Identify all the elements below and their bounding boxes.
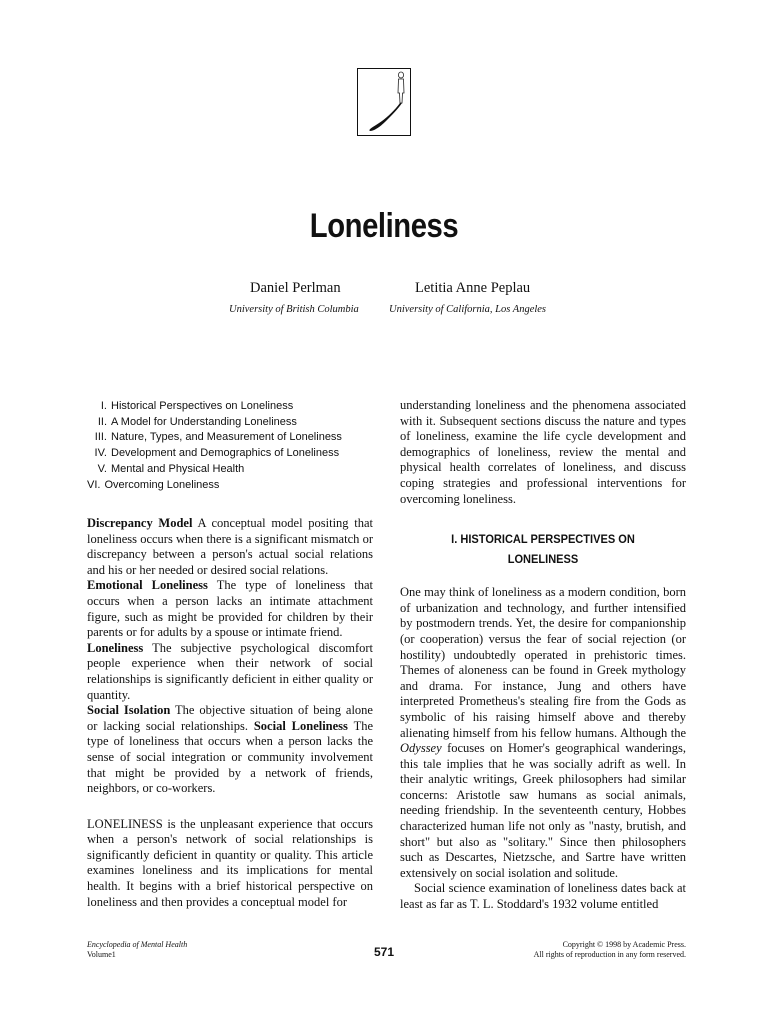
toc-item bbox=[87, 399, 387, 415]
intro-paragraph-continued: understanding loneliness and the phenomena associated with it. Subsequent sections discuss the nature and types of loneliness, examine the life cycle development and demographics of loneliness, review the mental and physical health correlates of loneliness, and discuss coping strategies and professional interventions for overcoming loneliness. bbox=[400, 398, 686, 506]
glossary-definition: The subjective psychological discomfort people experience when their network of social relationships is significantly deficient in either quality or quantity. bbox=[87, 640, 373, 702]
glossary-entry bbox=[87, 516, 373, 578]
glossary-definition: The objective situation of being alone or lacking social relationships. bbox=[87, 703, 373, 733]
copyright-line: Copyright © 1998 by Academic Press. bbox=[562, 940, 686, 949]
section-heading-line: LONELINESS bbox=[507, 552, 579, 567]
toc-item bbox=[87, 415, 387, 431]
encyclopedia-logo bbox=[357, 68, 411, 136]
body-text-italic: Odyssey bbox=[400, 741, 442, 756]
toc-number: III. bbox=[94, 431, 107, 444]
glossary-entry bbox=[87, 578, 373, 640]
toc-item bbox=[87, 446, 387, 462]
glossary-term: Loneliness bbox=[87, 640, 144, 655]
footer-right bbox=[534, 940, 686, 960]
glossary-term: Social Isolation bbox=[87, 703, 171, 718]
toc-number: VI. bbox=[87, 478, 101, 491]
body-text: focuses on Homer's geographical wanderings, this tale implies that he was socially adrift as well. In their analytic writings, Greek philosophers had similar concerns: Aristotle saw humans as social animals, needing friendship. In the seventeenth century, Hobbes characterized human life not only as "nasty, brutish, and short" but also as "solitary." Since then philosophers such as Descartes, Nietzsche, and Sartre have written extensively on social isolation and solitude. bbox=[400, 741, 686, 880]
body-paragraph: Social science examination of loneliness dates back at least as far as T. L. Stoddard's 1932 volume entitled bbox=[400, 881, 686, 912]
body-paragraph bbox=[400, 585, 686, 881]
author-affiliation-2: University of California, Los Angeles bbox=[389, 304, 547, 315]
rights-line: All rights of reproduction in any form reserved. bbox=[533, 950, 686, 959]
toc-number: II. bbox=[97, 415, 107, 428]
section-heading-line: I. HISTORICAL PERSPECTIVES ON bbox=[451, 532, 635, 547]
glossary-term: Discrepancy Model bbox=[87, 516, 193, 530]
section-heading bbox=[411, 529, 674, 569]
glossary-definition: A conceptual model positing that loneliness occurs when there is a significant mismatch or discrepancy between a person's actual social relations and his or her needed or desired social relations. bbox=[87, 516, 373, 577]
volume-label: Volume1 bbox=[87, 950, 116, 959]
glossary-term: Social Loneliness bbox=[253, 718, 348, 733]
toc-label: A Model for Understanding Loneliness bbox=[111, 415, 297, 428]
article-title: Loneliness bbox=[309, 207, 459, 245]
right-column bbox=[400, 398, 686, 913]
toc-item bbox=[87, 462, 387, 478]
toc-number: I. bbox=[100, 400, 107, 412]
toc-label: Nature, Types, and Measurement of Loneliness bbox=[111, 431, 342, 444]
glossary-definition: The type of loneliness that occurs when a person lacks an intimate attachment figure, such as might be provided for children by their parents or for adults by a spouse or intimate friend. bbox=[87, 578, 373, 640]
toc-number: V. bbox=[97, 462, 107, 475]
toc-label: Development and Demographics of Loneliness bbox=[111, 447, 340, 460]
toc-number: IV. bbox=[94, 447, 107, 460]
toc-label: Historical Perspectives on Loneliness bbox=[111, 400, 294, 412]
author-name-2: Letitia Anne Peplau bbox=[415, 280, 531, 296]
shadow-figure-icon bbox=[358, 69, 409, 134]
glossary-term: Emotional Loneliness bbox=[87, 578, 208, 593]
table-of-contents bbox=[87, 399, 387, 493]
author-affiliation-1: University of British Columbia bbox=[229, 304, 359, 315]
intro-paragraph: LONELINESS is the unpleasant experience that occurs when a person's network of social relationships is significantly deficient in quantity or quality. This article examines loneliness and its implications for mental health. It begins with a brief historical perspective on loneliness and then provides a conceptual model for bbox=[87, 816, 373, 909]
toc-item bbox=[87, 478, 387, 494]
page-number: 571 bbox=[373, 945, 395, 959]
journal-name: Encyclopedia of Mental Health bbox=[87, 940, 188, 949]
toc-item bbox=[87, 430, 387, 446]
toc-label: Overcoming Loneliness bbox=[104, 478, 220, 491]
glossary-entry bbox=[87, 703, 373, 797]
toc-label: Mental and Physical Health bbox=[111, 462, 245, 475]
glossary-entry bbox=[87, 641, 373, 703]
left-column bbox=[87, 516, 373, 910]
glossary-definition: The type of loneliness that occurs when a person lacks the sense of social integration or community involvement that might be provided by a network of friends, neighbors, or co-workers. bbox=[87, 718, 373, 796]
author-name-1: Daniel Perlman bbox=[250, 280, 341, 296]
body-text: One may think of loneliness as a modern condition, born of urbanization and technology, and further intensified by postmodern trends. Yet, the desire for companionship (or cooperation) versus the fear of social rejection (or hostility) undoubtedly operated in prehistoric times. Themes of aloneness can be found in Greek mythology and drama. For instance, Jung and others have interpreted Prometheus's stealing fire from the Gods as symbolic of his raising himself above and thereby alienating himself from his fellow humans. Although the bbox=[400, 585, 686, 740]
